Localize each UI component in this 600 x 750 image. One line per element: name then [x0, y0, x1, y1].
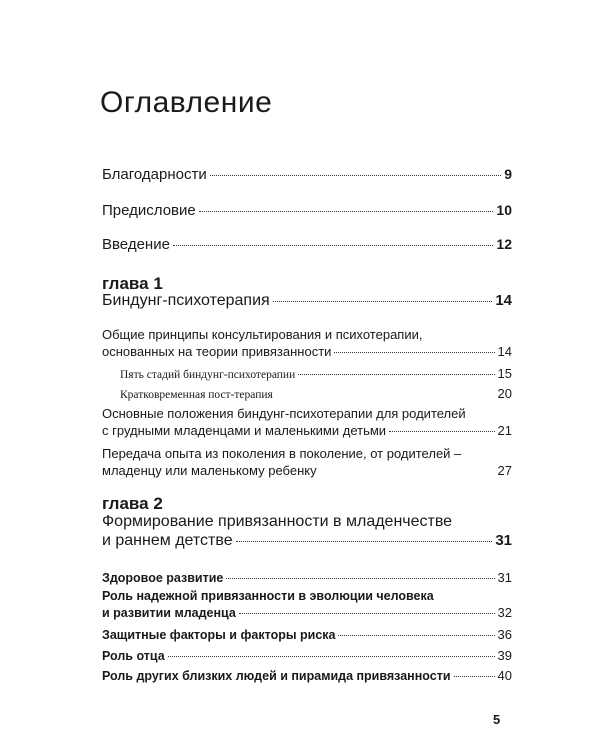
leader-dots — [236, 541, 493, 542]
leader-dots — [320, 471, 495, 472]
entry-text: Здоровое развитие — [102, 571, 224, 585]
entry-text-line2: и развитии младенца — [102, 606, 236, 620]
leader-dots — [338, 635, 494, 636]
leader-dots — [273, 301, 493, 302]
entry-page: 36 — [497, 627, 512, 642]
entry-text: Предисловие — [102, 202, 196, 219]
leader-dots — [168, 656, 495, 657]
entry-text-line2: основанных на теории привязанности — [102, 344, 332, 359]
leader-dots — [454, 676, 495, 677]
entry-text: Кратковременная пост-терапия — [120, 389, 273, 401]
entry-text-line1: Передача опыта из поколения в поколение, от родителей – — [102, 446, 462, 461]
toc-entry — [102, 589, 512, 620]
entry-text-line2: с грудными младенцами и маленькими детьми — [102, 423, 387, 438]
entry-page: 14 — [497, 344, 512, 359]
entry-text-line1: Роль надежной привязанности в эволюции человека — [102, 589, 434, 603]
toc-subentry — [120, 366, 512, 381]
toc-entry — [102, 570, 512, 585]
chapter-1-title — [102, 292, 512, 310]
toc-entry-introduction — [102, 236, 512, 253]
toc-entry — [102, 668, 512, 683]
leader-dots — [199, 211, 494, 212]
entry-page: 21 — [497, 423, 512, 438]
entry-page: 39 — [497, 648, 512, 663]
entry-page: 32 — [497, 605, 512, 620]
toc-entry — [102, 627, 512, 642]
entry-page: 9 — [504, 166, 512, 182]
entry-page: 31 — [495, 532, 512, 549]
toc-entry — [102, 327, 512, 359]
entry-text: Роль других близких людей и пирамида привязанности — [102, 669, 451, 683]
entry-page: 27 — [497, 463, 512, 478]
leader-dots — [210, 175, 501, 176]
entry-text: Благодарности — [102, 166, 207, 183]
toc-entry-preface — [102, 202, 512, 219]
leader-dots — [298, 374, 494, 375]
entry-text: Введение — [102, 236, 170, 253]
entry-text: Защитные факторы и факторы риска — [102, 628, 336, 642]
leader-dots — [334, 352, 494, 353]
entry-page: 12 — [496, 236, 512, 252]
entry-text-line2: младенцу или маленькому ребенку — [102, 463, 317, 478]
chapter-2-label: глава 2 — [102, 494, 163, 513]
page-title: Оглавление — [100, 86, 273, 119]
leader-dots — [173, 245, 494, 246]
leader-dots — [276, 394, 495, 395]
leader-dots — [239, 613, 495, 614]
toc-entry — [102, 406, 512, 438]
entry-text: Роль отца — [102, 649, 165, 663]
entry-page: 20 — [497, 386, 512, 401]
entry-page: 15 — [497, 366, 512, 381]
entry-text-line2: и раннем детстве — [102, 532, 233, 549]
leader-dots — [226, 578, 494, 579]
entry-page: 10 — [496, 202, 512, 218]
toc-entry — [102, 648, 512, 663]
entry-text-line1: Основные положения биндунг-психотерапии для родителей — [102, 406, 466, 421]
chapter-2-title — [102, 513, 512, 550]
page-number: 5 — [493, 712, 501, 727]
entry-text-line1: Общие принципы консультирования и психотерапии, — [102, 327, 423, 342]
chapter-1-label: глава 1 — [102, 274, 163, 293]
toc-subentry — [120, 386, 512, 401]
entry-page: 31 — [497, 570, 512, 585]
entry-text: Биндунг-психотерапия — [102, 292, 270, 309]
entry-text-line1: Формирование привязанности в младенчестве — [102, 513, 453, 530]
toc-entry — [102, 446, 512, 478]
entry-page: 14 — [495, 292, 512, 309]
toc-entry-acknowledgements — [102, 166, 512, 183]
entry-text: Пять стадий биндунг-психотерапии — [120, 369, 296, 381]
leader-dots — [389, 431, 494, 432]
entry-page: 40 — [497, 668, 512, 683]
